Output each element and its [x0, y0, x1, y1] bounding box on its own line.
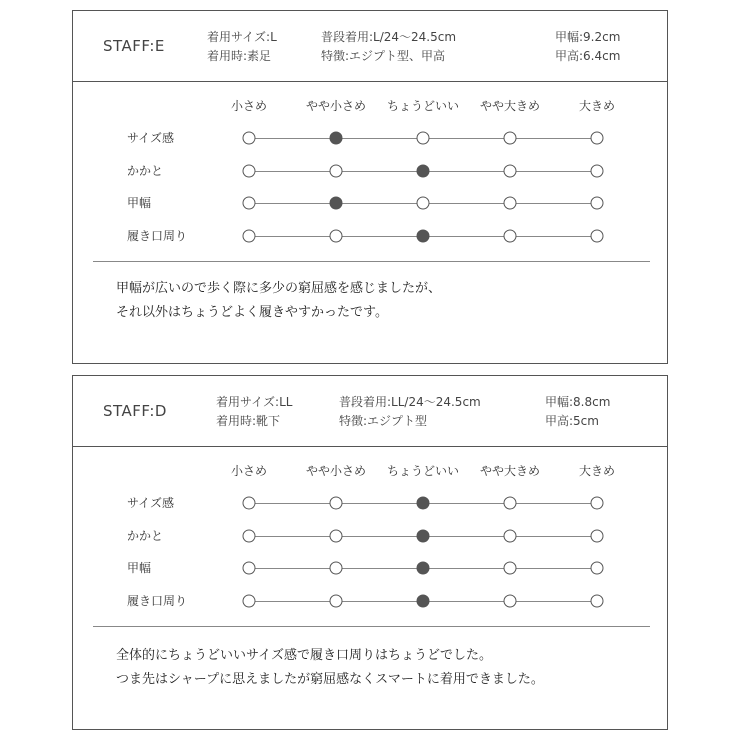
rating-dot-selected: [417, 165, 430, 178]
instep-width: 甲幅:9.2cm: [555, 30, 621, 44]
rating-dot: [243, 530, 256, 543]
staff-review-card-e: [72, 10, 668, 364]
rating-dot: [504, 530, 517, 543]
wear-size: 着用サイズ:LL: [216, 395, 293, 409]
rating-dot: [591, 230, 604, 243]
rating-row-label: かかと: [127, 164, 164, 178]
rating-dot: [330, 230, 343, 243]
rating-row-label: 甲幅: [127, 561, 152, 575]
instep-width: 甲幅:8.8cm: [545, 395, 611, 409]
staff-review-card-d: [72, 375, 668, 730]
worn-with: 着用時:素足: [207, 49, 272, 63]
rating-row-label: かかと: [127, 529, 164, 543]
rating-dot: [330, 530, 343, 543]
rating-dot-selected: [330, 132, 343, 145]
rating-dot: [504, 165, 517, 178]
usual-size: 普段着用:L/24〜24.5cm: [321, 30, 457, 44]
rating-dot-selected: [417, 497, 430, 510]
scale-label-1: 小さめ: [230, 99, 268, 113]
scale-label-2: やや小さめ: [305, 99, 367, 113]
rating-dot: [417, 132, 430, 145]
scale-label-3: ちょうどいい: [386, 464, 460, 478]
comment-line-2: つま先はシャープに思えましたが窮屈感なくスマートに着用できました。: [116, 672, 544, 687]
separator: [93, 626, 650, 627]
scale-label-3: ちょうどいい: [386, 99, 460, 113]
rating-dot: [243, 197, 256, 210]
comment-line-2: それ以外はちょうどよく履きやすかったです。: [116, 305, 388, 320]
rating-dot: [504, 230, 517, 243]
rating-dot: [243, 595, 256, 608]
rating-dot: [243, 165, 256, 178]
card-header: [73, 376, 667, 447]
staff-name: STAFF:E: [103, 37, 165, 55]
separator: [93, 261, 650, 262]
rating-dot-selected: [417, 230, 430, 243]
rating-dot: [504, 132, 517, 145]
rating-row-label: サイズ感: [127, 131, 175, 145]
usual-size: 普段着用:LL/24〜24.5cm: [339, 395, 481, 409]
rating-dot: [504, 595, 517, 608]
rating-dot: [591, 595, 604, 608]
rating-row-label: 甲幅: [127, 196, 152, 210]
rating-dot-selected: [330, 197, 343, 210]
comment-line-1: 甲幅が広いので歩く際に多少の窮屈感を感じましたが、: [116, 281, 442, 296]
rating-dot-selected: [417, 595, 430, 608]
rating-dot: [591, 497, 604, 510]
rating-dot: [243, 230, 256, 243]
worn-with: 着用時:靴下: [216, 414, 281, 428]
rating-dot: [591, 132, 604, 145]
rating-dot: [504, 197, 517, 210]
scale-label-5: 大きめ: [578, 464, 616, 478]
rating-dot: [417, 197, 430, 210]
rating-dot: [243, 497, 256, 510]
rating-dot: [591, 530, 604, 543]
rating-dot: [330, 595, 343, 608]
scale-label-4: やや大きめ: [479, 99, 541, 113]
rating-dot: [243, 132, 256, 145]
scale-label-2: やや小さめ: [305, 464, 367, 478]
card-header: [73, 11, 667, 82]
rating-dot: [330, 562, 343, 575]
foot-feature: 特徴:エジプト型: [339, 414, 428, 428]
rating-dot-selected: [417, 530, 430, 543]
rating-dot-selected: [417, 562, 430, 575]
rating-dot: [591, 165, 604, 178]
instep-height: 甲高:6.4cm: [555, 49, 621, 63]
rating-dot: [330, 165, 343, 178]
foot-feature: 特徴:エジプト型、甲高: [321, 49, 446, 63]
rating-dot: [591, 197, 604, 210]
rating-dot: [504, 562, 517, 575]
rating-dot: [330, 497, 343, 510]
scale-label-5: 大きめ: [578, 99, 616, 113]
rating-dot: [243, 562, 256, 575]
rating-dot: [591, 562, 604, 575]
rating-dot: [504, 497, 517, 510]
instep-height: 甲高:5cm: [545, 414, 599, 428]
rating-row-label: 履き口周り: [127, 229, 188, 243]
wear-size: 着用サイズ:L: [207, 30, 277, 44]
staff-name: STAFF:D: [103, 402, 167, 420]
comment-line-1: 全体的にちょうどいいサイズ感で履き口周りはちょうどでした。: [116, 648, 492, 663]
rating-row-label: サイズ感: [127, 496, 175, 510]
rating-row-label: 履き口周り: [127, 594, 188, 608]
scale-label-4: やや大きめ: [479, 464, 541, 478]
scale-label-1: 小さめ: [230, 464, 268, 478]
